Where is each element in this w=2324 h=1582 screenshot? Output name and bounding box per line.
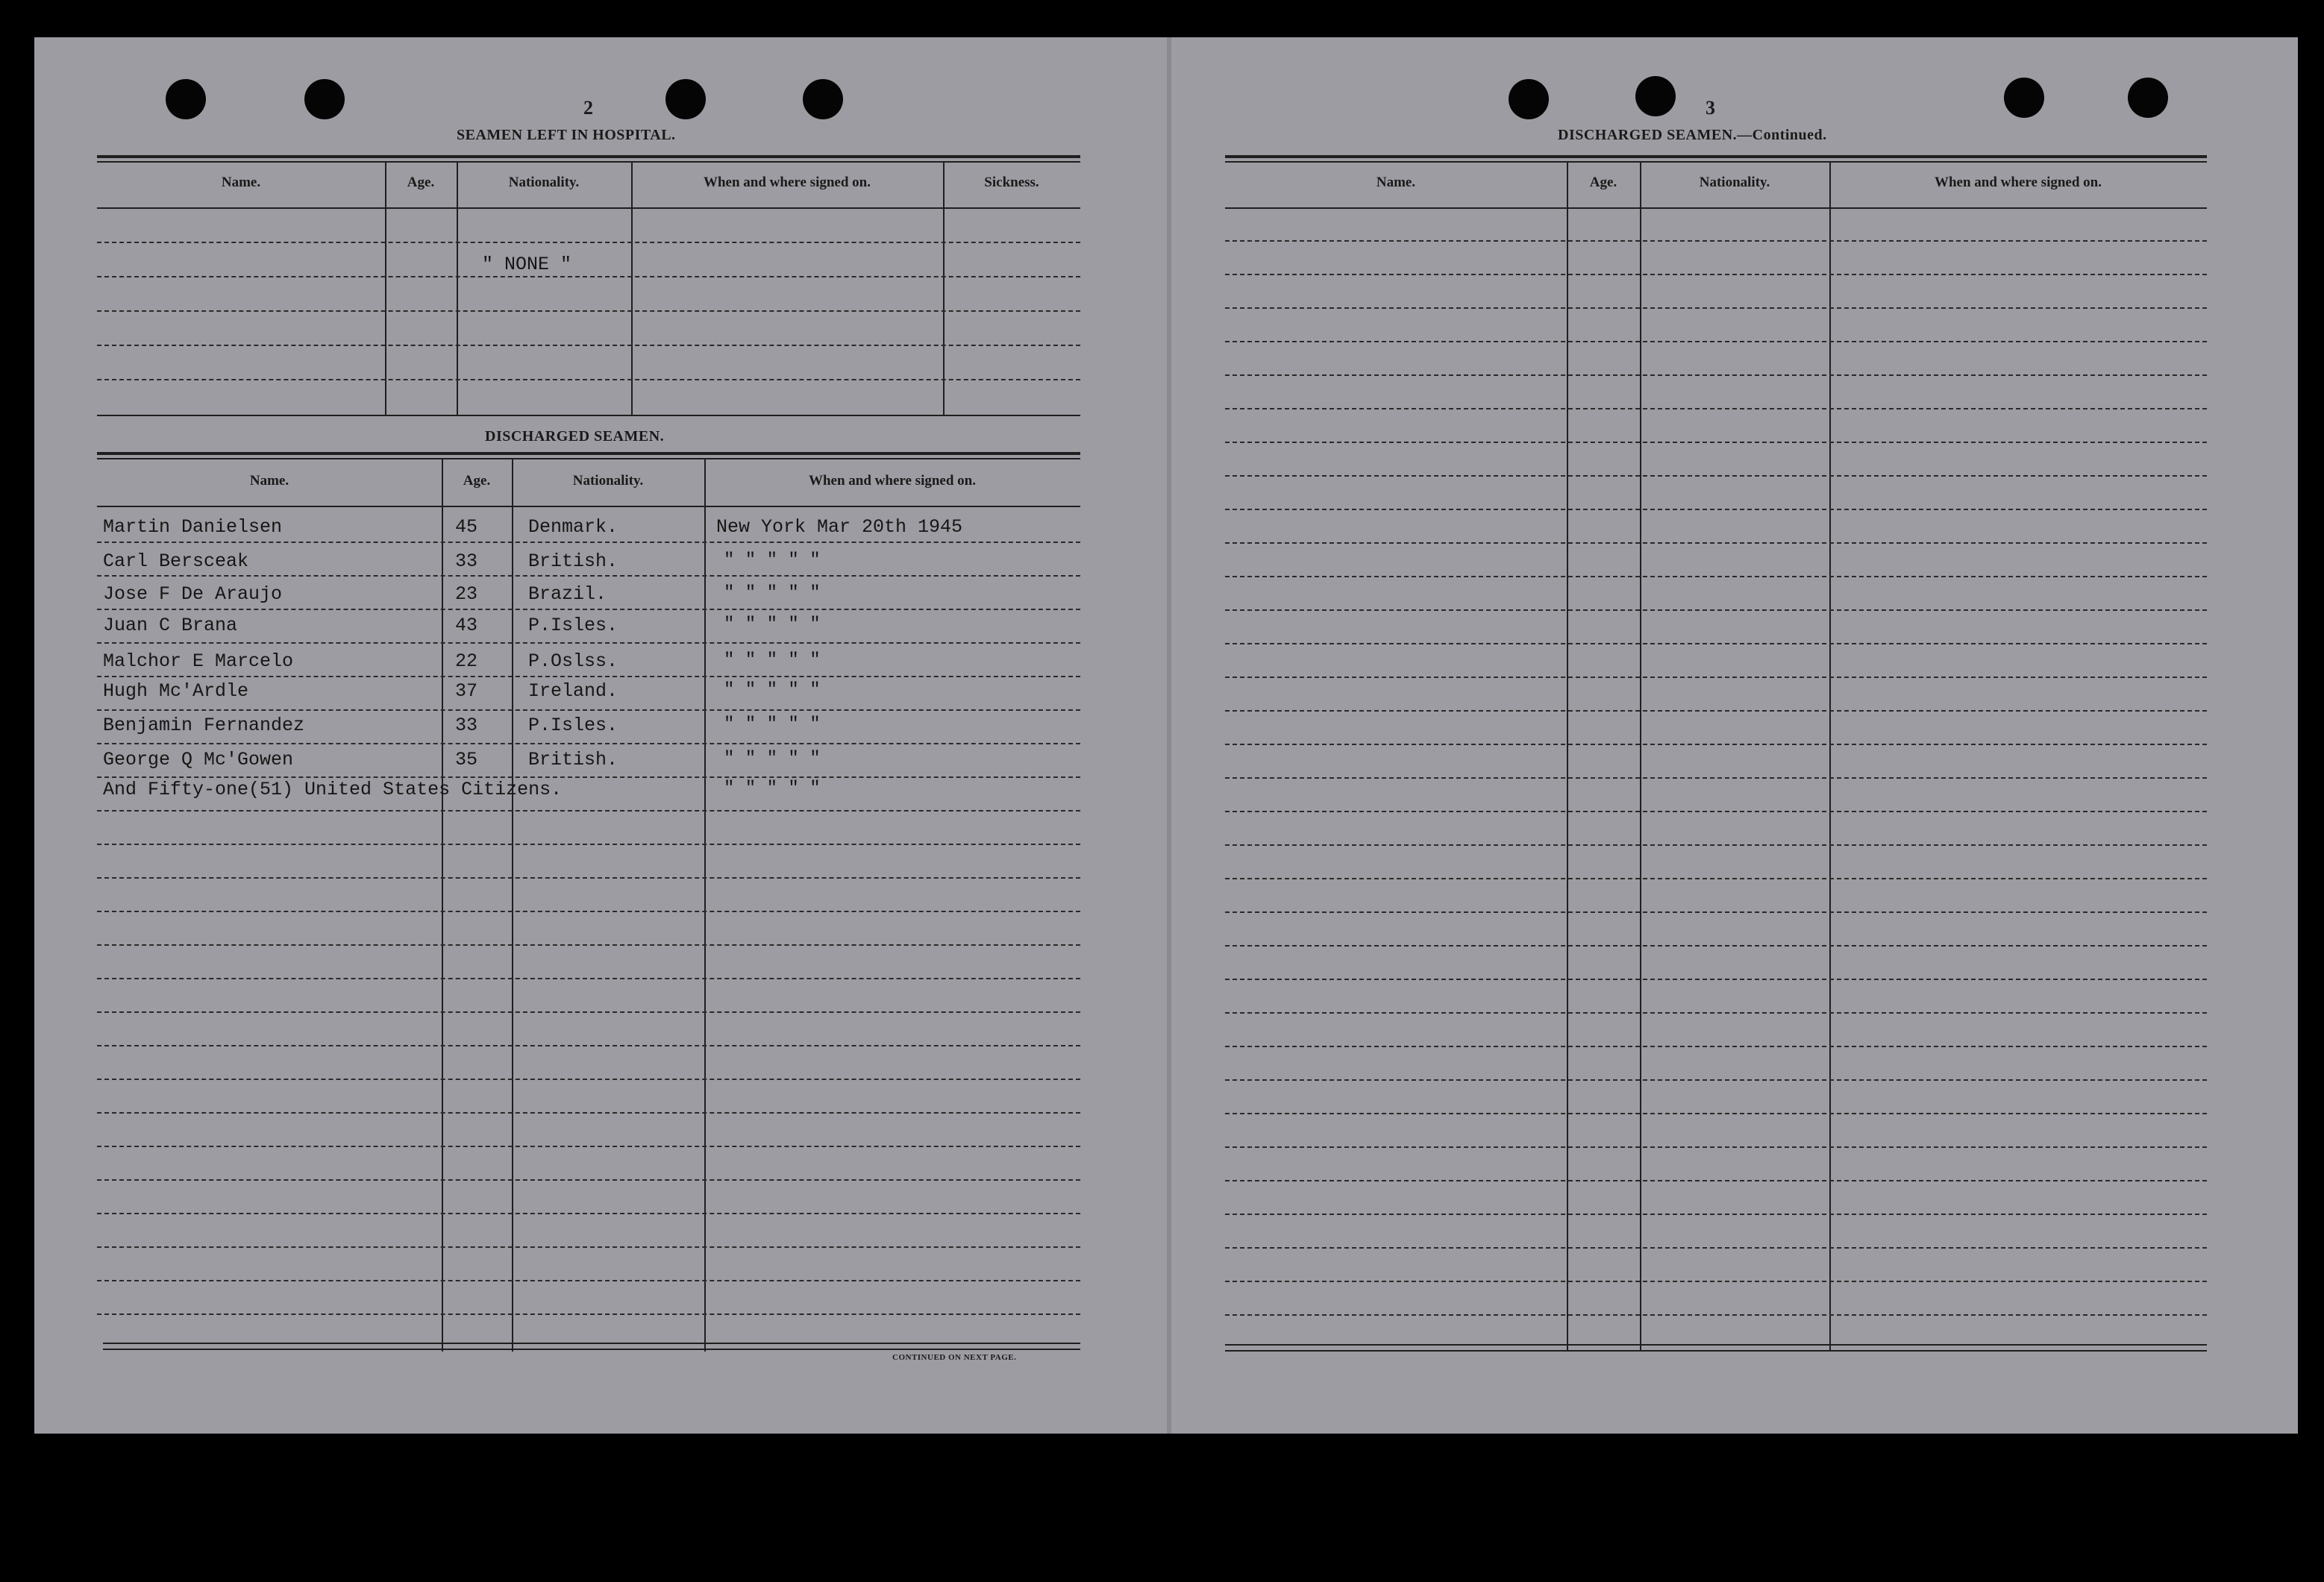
ruled-line [97,575,1080,577]
ruled-line [97,1112,1080,1114]
ruled-line [1225,1113,2207,1114]
ruled-line [1225,643,2207,644]
ruled-line [1225,945,2207,947]
punch-hole [166,79,206,119]
signed-on-ditto: " " " " " [724,550,821,571]
ruled-line [97,1079,1080,1080]
column-header: Nationality. [1699,175,1770,190]
ruled-line [1225,1146,2207,1148]
signed-on-ditto: " " " " " [724,779,821,799]
ruled-line [97,844,1080,845]
ruled-line [97,1045,1080,1046]
ruled-line [97,978,1080,979]
punch-hole [1635,76,1676,116]
column-header: Age. [407,175,435,190]
seaman-name: Juan C Brana [103,615,238,636]
ruled-line [1225,979,2207,980]
ruled-line [97,1280,1080,1281]
column-rule [943,163,945,416]
ruled-line [1225,1214,2207,1215]
ruled-line [97,1146,1080,1147]
seaman-age: 33 [455,550,478,572]
ruled-line [97,276,1080,277]
ruled-line [97,877,1080,879]
ruled-line [97,944,1080,946]
summary-line: And Fifty-one(51) United States Citizens. [103,779,563,800]
seaman-age: 35 [455,749,478,770]
ruled-line [1225,408,2207,409]
seaman-age: 37 [455,680,478,702]
signed-on: New York Mar 20th 1945 [716,516,963,538]
seaman-nationality: P.Isles. [528,615,618,636]
ruled-line [1225,811,2207,812]
page-number: 3 [1706,97,1715,119]
seaman-age: 33 [455,715,478,736]
ruled-line [97,1011,1080,1013]
punch-hole [1509,79,1549,119]
punch-hole [2128,78,2168,118]
seaman-name: Benjamin Fernandez [103,715,305,736]
ruled-line [1225,1180,2207,1181]
column-rule [385,163,386,416]
punch-hole [803,79,843,119]
ruled-line [1225,240,2207,242]
ruled-line [1225,777,2207,779]
ruled-line [97,743,1080,744]
ruled-line [97,642,1080,644]
ruled-line [1225,509,2207,510]
column-header: When and where signed on. [703,175,871,190]
ruled-line [97,542,1080,543]
ruled-line [97,1246,1080,1248]
ruled-line [97,911,1080,912]
table-top-rule [1225,155,2207,158]
column-header: When and where signed on. [808,473,976,489]
ruled-line [1225,542,2207,544]
seaman-nationality: British. [528,550,618,572]
ruled-line [1225,442,2207,443]
ruled-line [97,1313,1080,1315]
column-header: Age. [1589,175,1617,190]
ruled-line [97,776,1080,778]
right-section-title: DISCHARGED SEAMEN.—Continued. [1558,127,1827,143]
signed-on-ditto: " " " " " [724,715,821,735]
ruled-line [1225,878,2207,879]
column-header: Sickness. [984,175,1039,190]
ruled-line [1225,374,2207,376]
seaman-name: George Q Mc'Gowen [103,749,294,770]
ruled-line [1225,307,2207,309]
seaman-nationality: P.Oslss. [528,650,618,672]
seaman-name: Martin Danielsen [103,516,283,538]
ruled-line [97,310,1080,312]
seaman-name: Carl Bersceak [103,550,249,572]
column-header: Nationality. [508,175,580,190]
seaman-nationality: British. [528,749,618,770]
ruled-line [1225,274,2207,275]
seaman-age: 23 [455,583,478,605]
ruled-line [97,345,1080,346]
column-header: Name. [249,473,289,489]
ruled-line [1225,1046,2207,1047]
hospital-section-title: SEAMEN LEFT IN HOSPITAL. [457,127,676,143]
column-rule [631,163,633,416]
table-bottom-rule [1225,1344,2207,1346]
table-bottom-rule [103,1343,1080,1344]
ruled-line [1225,677,2207,678]
table-top-rule [97,458,1080,459]
table-top-rule [97,155,1080,158]
ruled-line [1225,1281,2207,1282]
header-rule [97,207,1080,209]
table-top-rule [1225,161,2207,163]
column-rule [704,459,706,1352]
seaman-nationality: Denmark. [528,516,618,538]
seaman-name: Malchor E Marcelo [103,650,294,672]
column-header: Name. [1376,175,1416,190]
table-bottom-rule [97,415,1080,416]
ruled-line [1225,1079,2207,1081]
ruled-line [97,1179,1080,1181]
ruled-line [1225,1314,2207,1316]
continued-footer: CONTINUED ON NEXT PAGE. [892,1353,1017,1362]
ruled-line [97,810,1080,812]
seaman-name: Hugh Mc'Ardle [103,680,249,702]
seaman-name: Jose F De Araujo [103,583,283,605]
ruled-line [1225,744,2207,745]
ruled-line [1225,844,2207,846]
ruled-line [97,609,1080,610]
punch-hole [665,79,706,119]
ruled-line [97,379,1080,380]
ruled-line [1225,609,2207,611]
table-bottom-rule [103,1349,1080,1350]
column-rule [442,459,443,1352]
column-header: Name. [221,175,261,190]
punch-hole [2004,78,2044,118]
hospital-none-entry: " NONE " [482,254,572,275]
table-top-rule [97,452,1080,455]
center-fold [1167,37,1171,1434]
ruled-line [97,676,1080,677]
signed-on-ditto: " " " " " [724,680,821,700]
ruled-line [1225,710,2207,712]
table-bottom-rule [1225,1350,2207,1352]
punch-hole [304,79,345,119]
ruled-line [97,1213,1080,1214]
column-header: Nationality. [572,473,644,489]
crew-list-spread [34,37,2298,1434]
ruled-line [1225,1247,2207,1249]
page-number: 2 [583,97,593,119]
ruled-line [97,709,1080,711]
seaman-nationality: Ireland. [528,680,618,702]
signed-on-ditto: " " " " " [724,583,821,603]
ruled-line [1225,576,2207,577]
seaman-age: 45 [455,516,478,538]
ruled-line [1225,475,2207,477]
seaman-age: 22 [455,650,478,672]
column-header: When and where signed on. [1934,175,2102,190]
table-top-rule [97,161,1080,163]
ruled-line [1225,911,2207,913]
signed-on-ditto: " " " " " [724,650,821,671]
seaman-age: 43 [455,615,478,636]
column-rule [512,459,513,1352]
header-rule [1225,207,2207,209]
signed-on-ditto: " " " " " [724,615,821,635]
seaman-nationality: P.Isles. [528,715,618,736]
discharged-section-title: DISCHARGED SEAMEN. [485,428,665,445]
column-rule [457,163,458,416]
ruled-line [1225,1012,2207,1014]
seaman-nationality: Brazil. [528,583,607,605]
header-rule [97,506,1080,507]
signed-on-ditto: " " " " " [724,749,821,769]
ruled-line [1225,341,2207,342]
ruled-line [97,242,1080,243]
column-header: Age. [463,473,491,489]
